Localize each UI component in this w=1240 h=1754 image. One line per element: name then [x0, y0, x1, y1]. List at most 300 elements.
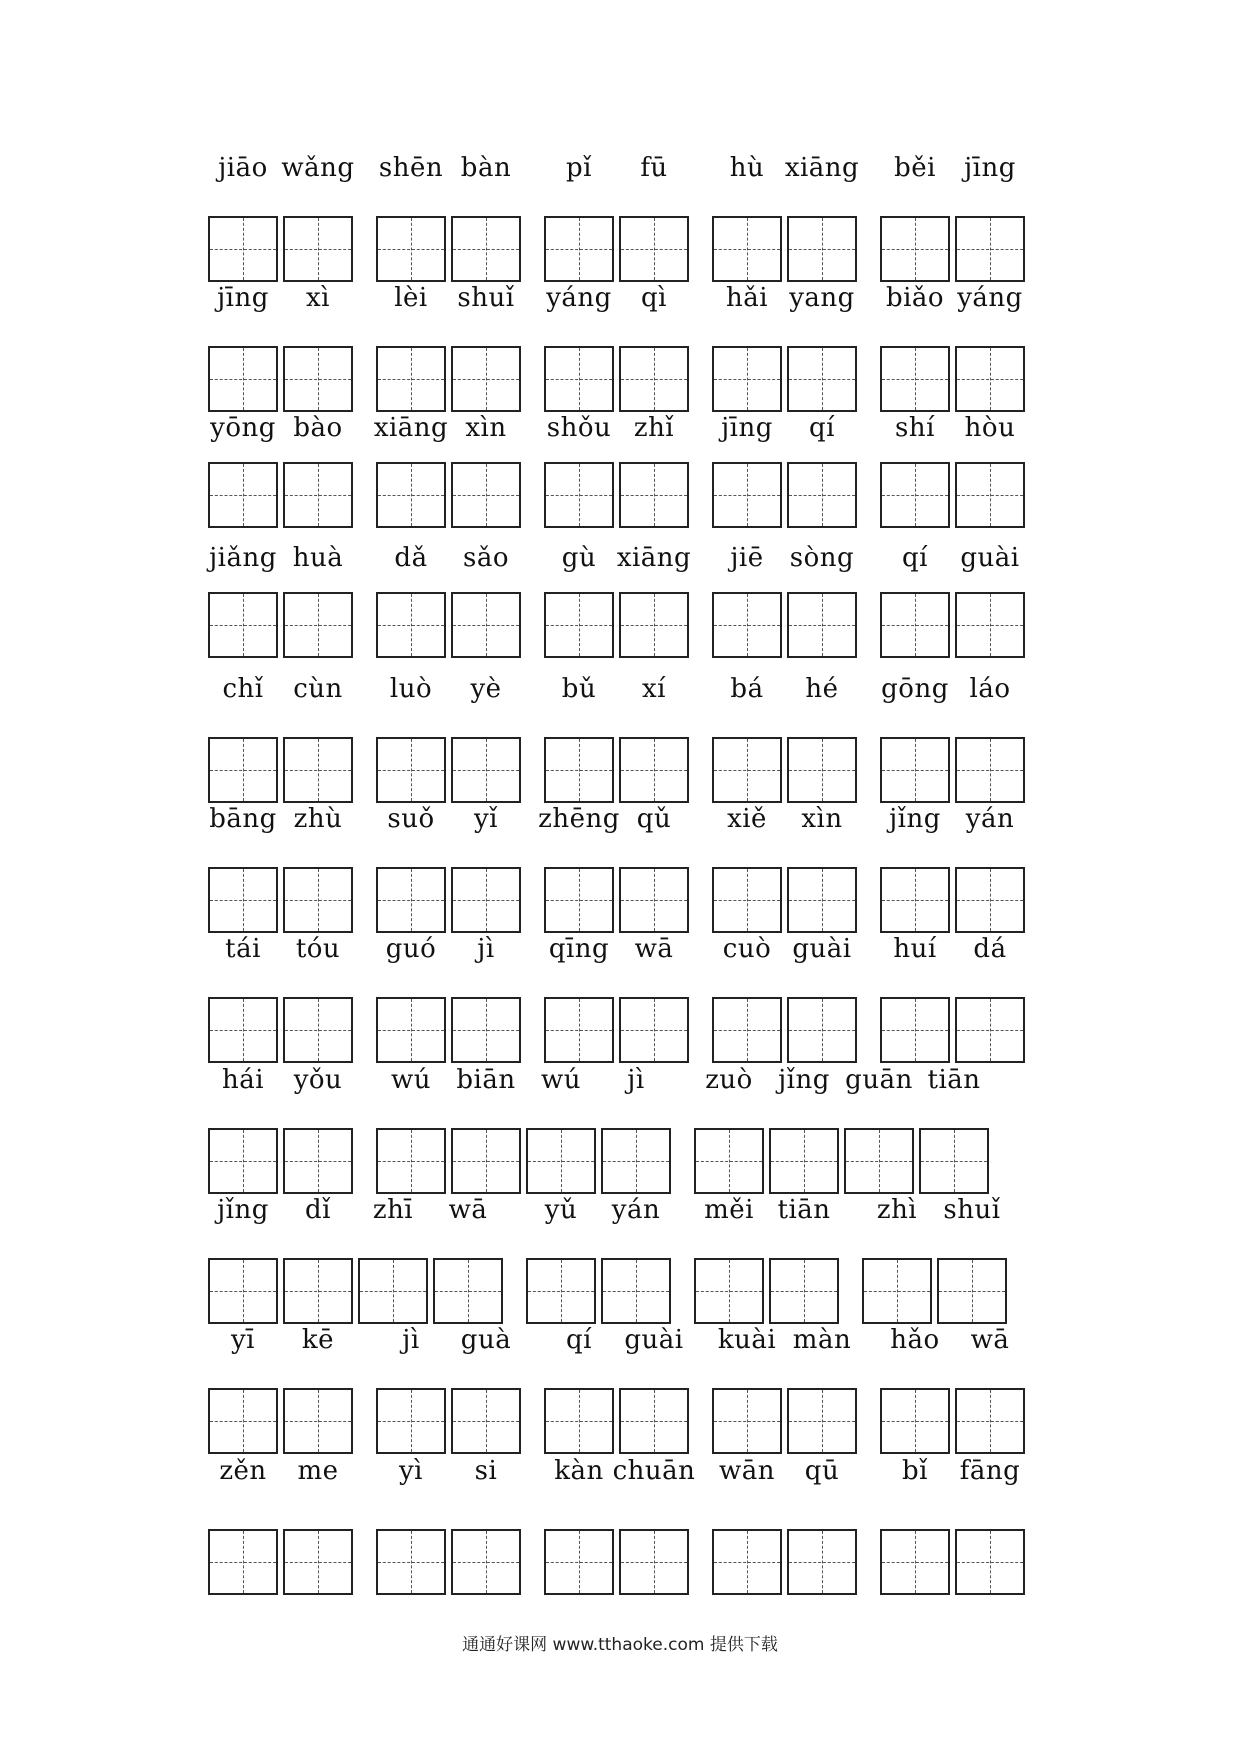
grid-guide-horizontal: [453, 1421, 519, 1422]
writing-grid-box[interactable]: [619, 216, 689, 282]
grid-guide-horizontal: [528, 1291, 594, 1292]
pinyin-label: qǔ: [636, 804, 672, 834]
pinyin-label: si: [474, 1456, 498, 1486]
grid-guide-horizontal: [285, 1030, 351, 1031]
writing-grid-box[interactable]: [283, 867, 353, 933]
writing-grid-box[interactable]: [787, 737, 857, 803]
pinyin-label: zhēng: [538, 804, 620, 834]
pinyin-label: qì: [641, 283, 667, 313]
writing-grid-box[interactable]: [283, 592, 353, 658]
grid-guide-horizontal: [789, 379, 855, 380]
writing-grid-box[interactable]: [283, 1128, 353, 1194]
pinyin-label: xiāng: [373, 413, 449, 443]
grid-guide-horizontal: [378, 1030, 444, 1031]
writing-grid-box[interactable]: [283, 1388, 353, 1454]
writing-grid-box[interactable]: [694, 1128, 764, 1194]
grid-guide-horizontal: [789, 249, 855, 250]
grid-guide-horizontal: [378, 379, 444, 380]
pinyin-label: xí: [642, 674, 666, 704]
writing-grid-box[interactable]: [283, 346, 353, 412]
writing-grid-box[interactable]: [787, 1388, 857, 1454]
grid-guide-horizontal: [378, 1562, 444, 1563]
grid-guide-horizontal: [714, 625, 780, 626]
pinyin-label: bàn: [460, 153, 512, 183]
pinyin-label: guài: [624, 1325, 684, 1355]
grid-guide-horizontal: [696, 1291, 762, 1292]
writing-grid-box[interactable]: [451, 1529, 521, 1595]
writing-grid-box[interactable]: [283, 1258, 353, 1324]
writing-grid-box[interactable]: [208, 1128, 278, 1194]
grid-guide-horizontal: [210, 1161, 276, 1162]
grid-guide-horizontal: [528, 1161, 594, 1162]
writing-grid-box[interactable]: [712, 1388, 782, 1454]
grid-guide-horizontal: [621, 1030, 687, 1031]
writing-grid-box[interactable]: [880, 997, 950, 1063]
writing-grid-box[interactable]: [601, 1258, 671, 1324]
writing-grid-box[interactable]: [769, 1258, 839, 1324]
writing-grid-box[interactable]: [619, 1529, 689, 1595]
grid-guide-horizontal: [882, 625, 948, 626]
grid-guide-horizontal: [285, 770, 351, 771]
pinyin-label: tóu: [295, 934, 341, 964]
writing-grid-box[interactable]: [919, 1128, 989, 1194]
grid-guide-horizontal: [210, 1562, 276, 1563]
writing-grid-box[interactable]: [787, 462, 857, 528]
pinyin-label: chuān: [612, 1456, 696, 1486]
writing-grid-box[interactable]: [787, 346, 857, 412]
writing-grid-box[interactable]: [376, 1529, 446, 1595]
writing-grid-box[interactable]: [544, 997, 614, 1063]
pinyin-label: qí: [809, 413, 835, 443]
grid-guide-horizontal: [957, 1421, 1023, 1422]
writing-grid-box[interactable]: [544, 1388, 614, 1454]
writing-grid-box[interactable]: [208, 997, 278, 1063]
writing-grid-box[interactable]: [712, 346, 782, 412]
pinyin-label: kuài: [717, 1325, 777, 1355]
writing-grid-box[interactable]: [451, 997, 521, 1063]
pinyin-label: kē: [301, 1325, 335, 1355]
writing-grid-box[interactable]: [451, 1128, 521, 1194]
pinyin-label: bāng: [209, 804, 277, 834]
writing-grid-box[interactable]: [619, 867, 689, 933]
pinyin-label: qí: [566, 1325, 592, 1355]
grid-guide-horizontal: [882, 900, 948, 901]
writing-grid-box[interactable]: [451, 737, 521, 803]
writing-grid-box[interactable]: [955, 346, 1025, 412]
pinyin-label: tiān: [777, 1195, 831, 1225]
pinyin-label: jǐng: [778, 1065, 830, 1095]
writing-grid-box[interactable]: [619, 346, 689, 412]
grid-guide-horizontal: [453, 900, 519, 901]
footer-credit: 通通好课网 www.tthaoke.com 提供下载: [462, 1635, 778, 1655]
writing-grid-box[interactable]: [208, 1529, 278, 1595]
pinyin-label: luò: [389, 674, 433, 704]
grid-guide-horizontal: [210, 770, 276, 771]
pinyin-label: qū: [804, 1456, 840, 1486]
pinyin-label: jīng: [721, 413, 773, 443]
pinyin-label: jì: [627, 1065, 645, 1095]
grid-guide-horizontal: [360, 1291, 426, 1292]
pinyin-label: cùn: [293, 674, 343, 704]
grid-guide-horizontal: [957, 495, 1023, 496]
pinyin-label: jì: [402, 1325, 420, 1355]
pinyin-label: zuò: [705, 1065, 753, 1095]
grid-guide-horizontal: [921, 1161, 987, 1162]
grid-guide-horizontal: [210, 495, 276, 496]
pinyin-label: jiāo: [218, 153, 268, 183]
grid-guide-horizontal: [546, 1421, 612, 1422]
pinyin-label: fū: [640, 153, 668, 183]
writing-grid-box[interactable]: [955, 1388, 1025, 1454]
pinyin-label: wú: [391, 1065, 431, 1095]
pinyin-label: xiāng: [616, 543, 692, 573]
grid-guide-horizontal: [714, 770, 780, 771]
grid-guide-horizontal: [210, 1291, 276, 1292]
grid-guide-horizontal: [285, 1291, 351, 1292]
pinyin-label: yán: [611, 1195, 661, 1225]
pinyin-label: zhǐ: [633, 413, 675, 443]
writing-grid-box[interactable]: [712, 216, 782, 282]
grid-guide-horizontal: [621, 1421, 687, 1422]
writing-grid-box[interactable]: [619, 592, 689, 658]
pinyin-label: zhù: [293, 804, 343, 834]
writing-grid-box[interactable]: [376, 346, 446, 412]
grid-guide-horizontal: [846, 1161, 912, 1162]
writing-grid-box[interactable]: [787, 997, 857, 1063]
writing-grid-box[interactable]: [880, 1388, 950, 1454]
writing-grid-box[interactable]: [358, 1258, 428, 1324]
writing-grid-box[interactable]: [376, 867, 446, 933]
pinyin-label: hé: [805, 674, 839, 704]
writing-grid-box[interactable]: [208, 1388, 278, 1454]
writing-grid-box[interactable]: [208, 737, 278, 803]
writing-grid-box[interactable]: [955, 997, 1025, 1063]
pinyin-label: jīng: [964, 153, 1016, 183]
writing-grid-box[interactable]: [451, 867, 521, 933]
writing-grid-box[interactable]: [862, 1258, 932, 1324]
pinyin-label: tiān: [927, 1065, 981, 1095]
pinyin-label: yáng: [957, 283, 1023, 313]
writing-grid-box[interactable]: [451, 216, 521, 282]
pinyin-label: xì: [306, 283, 330, 313]
pinyin-label: dǎ: [394, 543, 428, 573]
grid-guide-horizontal: [378, 900, 444, 901]
writing-grid-box[interactable]: [433, 1258, 503, 1324]
writing-grid-box[interactable]: [283, 737, 353, 803]
writing-grid-box[interactable]: [880, 1529, 950, 1595]
writing-grid-box[interactable]: [844, 1128, 914, 1194]
pinyin-label: yang: [789, 283, 855, 313]
pinyin-label: yán: [965, 804, 1015, 834]
grid-guide-horizontal: [546, 1030, 612, 1031]
writing-grid-box[interactable]: [955, 737, 1025, 803]
writing-grid-box[interactable]: [376, 1128, 446, 1194]
writing-grid-box[interactable]: [880, 346, 950, 412]
pinyin-label: cuò: [722, 934, 772, 964]
pinyin-label: bǔ: [561, 674, 597, 704]
pinyin-label: wā: [634, 934, 674, 964]
grid-guide-horizontal: [714, 495, 780, 496]
pinyin-label: wǎng: [281, 153, 355, 183]
grid-guide-horizontal: [210, 625, 276, 626]
grid-guide-horizontal: [285, 900, 351, 901]
grid-guide-horizontal: [882, 495, 948, 496]
writing-grid-box[interactable]: [208, 1258, 278, 1324]
writing-grid-box[interactable]: [544, 462, 614, 528]
pinyin-label: zhì: [876, 1195, 918, 1225]
writing-grid-box[interactable]: [544, 737, 614, 803]
pinyin-label: yè: [470, 674, 502, 704]
grid-guide-horizontal: [546, 770, 612, 771]
grid-guide-horizontal: [210, 249, 276, 250]
grid-guide-horizontal: [453, 1562, 519, 1563]
writing-grid-box[interactable]: [619, 737, 689, 803]
writing-grid-box[interactable]: [208, 592, 278, 658]
pinyin-label: jǐng: [889, 804, 941, 834]
grid-guide-horizontal: [789, 1030, 855, 1031]
pinyin-label: yì: [398, 1456, 424, 1486]
writing-grid-box[interactable]: [712, 867, 782, 933]
writing-grid-box[interactable]: [451, 346, 521, 412]
pinyin-label: wā: [448, 1195, 488, 1225]
pinyin-label: jǐng: [217, 1195, 269, 1225]
grid-guide-horizontal: [696, 1161, 762, 1162]
grid-guide-horizontal: [210, 1421, 276, 1422]
writing-grid-box[interactable]: [769, 1128, 839, 1194]
grid-guide-horizontal: [957, 249, 1023, 250]
grid-guide-horizontal: [789, 495, 855, 496]
pinyin-label: sòng: [789, 543, 855, 573]
grid-guide-horizontal: [453, 1030, 519, 1031]
writing-grid-box[interactable]: [283, 997, 353, 1063]
grid-guide-horizontal: [378, 770, 444, 771]
grid-guide-horizontal: [210, 900, 276, 901]
writing-grid-box[interactable]: [712, 737, 782, 803]
writing-grid-box[interactable]: [376, 462, 446, 528]
writing-grid-box[interactable]: [955, 1529, 1025, 1595]
writing-grid-box[interactable]: [544, 592, 614, 658]
grid-guide-horizontal: [285, 495, 351, 496]
pinyin-label: yǒu: [293, 1065, 343, 1095]
grid-guide-horizontal: [378, 1161, 444, 1162]
writing-grid-box[interactable]: [712, 997, 782, 1063]
grid-guide-horizontal: [882, 1562, 948, 1563]
grid-guide-horizontal: [789, 900, 855, 901]
writing-grid-box[interactable]: [208, 216, 278, 282]
pinyin-label: guān: [845, 1065, 913, 1095]
grid-guide-horizontal: [210, 379, 276, 380]
writing-grid-box[interactable]: [544, 1529, 614, 1595]
grid-guide-horizontal: [882, 249, 948, 250]
writing-grid-box[interactable]: [937, 1258, 1007, 1324]
writing-grid-box[interactable]: [451, 1388, 521, 1454]
writing-grid-box[interactable]: [208, 462, 278, 528]
pinyin-label: běi: [894, 153, 936, 183]
pinyin-label: biān: [456, 1065, 516, 1095]
grid-guide-horizontal: [789, 625, 855, 626]
grid-guide-horizontal: [882, 379, 948, 380]
grid-guide-horizontal: [789, 770, 855, 771]
grid-guide-horizontal: [546, 900, 612, 901]
pinyin-label: dǐ: [305, 1195, 331, 1225]
pinyin-label: xìn: [465, 413, 507, 443]
pinyin-label: shí: [895, 413, 935, 443]
pinyin-label: dá: [973, 934, 1007, 964]
writing-grid-box[interactable]: [208, 867, 278, 933]
grid-guide-horizontal: [621, 900, 687, 901]
writing-grid-box[interactable]: [601, 1128, 671, 1194]
writing-grid-box[interactable]: [376, 1388, 446, 1454]
pinyin-label: zěn: [219, 1456, 267, 1486]
pinyin-label: huí: [893, 934, 937, 964]
grid-guide-horizontal: [714, 1030, 780, 1031]
writing-grid-box[interactable]: [694, 1258, 764, 1324]
writing-grid-box[interactable]: [880, 592, 950, 658]
writing-grid-box[interactable]: [955, 867, 1025, 933]
writing-grid-box[interactable]: [283, 1529, 353, 1595]
writing-grid-box[interactable]: [544, 216, 614, 282]
writing-grid-box[interactable]: [619, 997, 689, 1063]
grid-guide-horizontal: [882, 1030, 948, 1031]
grid-guide-horizontal: [285, 1421, 351, 1422]
grid-guide-horizontal: [957, 770, 1023, 771]
writing-grid-box[interactable]: [208, 346, 278, 412]
writing-grid-box[interactable]: [544, 867, 614, 933]
writing-grid-box[interactable]: [955, 216, 1025, 282]
pinyin-label: xìn: [801, 804, 843, 834]
pinyin-label: hǎo: [890, 1325, 940, 1355]
grid-guide-horizontal: [957, 1562, 1023, 1563]
pinyin-label: màn: [792, 1325, 852, 1355]
pinyin-label: kàn: [554, 1456, 604, 1486]
grid-guide-horizontal: [957, 900, 1023, 901]
pinyin-label: pǐ: [566, 153, 592, 183]
pinyin-label: me: [297, 1456, 339, 1486]
pinyin-label: bào: [293, 413, 343, 443]
pinyin-label: shēn: [378, 153, 444, 183]
grid-guide-horizontal: [546, 249, 612, 250]
writing-grid-box[interactable]: [376, 997, 446, 1063]
grid-guide-horizontal: [789, 1562, 855, 1563]
pinyin-label: yī: [230, 1325, 256, 1355]
grid-guide-horizontal: [453, 1161, 519, 1162]
writing-grid-box[interactable]: [712, 462, 782, 528]
pinyin-label: hǎi: [725, 283, 769, 313]
grid-guide-horizontal: [864, 1291, 930, 1292]
writing-grid-box[interactable]: [526, 1258, 596, 1324]
writing-grid-box[interactable]: [787, 1529, 857, 1595]
grid-guide-horizontal: [453, 625, 519, 626]
writing-grid-box[interactable]: [955, 592, 1025, 658]
pinyin-label: jiǎng: [209, 543, 277, 573]
pinyin-label: biǎo: [885, 283, 945, 313]
pinyin-label: lèi: [394, 283, 428, 313]
pinyin-label: qí: [902, 543, 928, 573]
pinyin-label: shuǐ: [457, 283, 515, 313]
writing-grid-box[interactable]: [880, 737, 950, 803]
writing-grid-box[interactable]: [880, 867, 950, 933]
pinyin-label: jīng: [217, 283, 269, 313]
pinyin-label: yǔ: [544, 1195, 578, 1225]
grid-guide-horizontal: [546, 1562, 612, 1563]
grid-guide-horizontal: [714, 249, 780, 250]
grid-guide-horizontal: [882, 1421, 948, 1422]
writing-grid-box[interactable]: [955, 462, 1025, 528]
writing-grid-box[interactable]: [451, 462, 521, 528]
pinyin-label: xiāng: [784, 153, 860, 183]
writing-grid-box[interactable]: [712, 1529, 782, 1595]
pinyin-label: shǒu: [546, 413, 612, 443]
writing-grid-box[interactable]: [880, 462, 950, 528]
pinyin-label: wú: [541, 1065, 581, 1095]
pinyin-label: tái: [225, 934, 261, 964]
pinyin-label: yáng: [546, 283, 612, 313]
grid-guide-horizontal: [285, 379, 351, 380]
grid-guide-horizontal: [285, 249, 351, 250]
grid-guide-horizontal: [714, 900, 780, 901]
writing-grid-box[interactable]: [376, 592, 446, 658]
writing-grid-box[interactable]: [787, 592, 857, 658]
pinyin-label: gù: [561, 543, 597, 573]
writing-grid-box[interactable]: [880, 216, 950, 282]
pinyin-label: guó: [385, 934, 437, 964]
grid-guide-horizontal: [603, 1161, 669, 1162]
pinyin-label: xiě: [727, 804, 767, 834]
pinyin-label: yōng: [210, 413, 276, 443]
writing-grid-box[interactable]: [283, 462, 353, 528]
grid-guide-horizontal: [546, 625, 612, 626]
pinyin-label: měi: [704, 1195, 754, 1225]
grid-guide-horizontal: [546, 379, 612, 380]
writing-grid-box[interactable]: [787, 216, 857, 282]
pinyin-label: bǐ: [902, 1456, 928, 1486]
pinyin-label: sǎo: [463, 543, 509, 573]
writing-grid-box[interactable]: [787, 867, 857, 933]
grid-guide-horizontal: [882, 770, 948, 771]
writing-grid-box[interactable]: [544, 346, 614, 412]
pinyin-label: bá: [730, 674, 764, 704]
writing-grid-box[interactable]: [619, 1388, 689, 1454]
writing-grid-box[interactable]: [283, 216, 353, 282]
grid-guide-horizontal: [285, 1161, 351, 1162]
grid-guide-horizontal: [714, 1562, 780, 1563]
grid-guide-horizontal: [621, 495, 687, 496]
writing-grid-box[interactable]: [376, 216, 446, 282]
grid-guide-horizontal: [603, 1291, 669, 1292]
writing-grid-box[interactable]: [526, 1128, 596, 1194]
pinyin-label: láo: [969, 674, 1011, 704]
grid-guide-horizontal: [621, 625, 687, 626]
grid-guide-horizontal: [621, 249, 687, 250]
grid-guide-horizontal: [789, 1421, 855, 1422]
grid-guide-horizontal: [546, 495, 612, 496]
pinyin-label: suǒ: [387, 804, 435, 834]
pinyin-label: shuǐ: [943, 1195, 1001, 1225]
grid-guide-horizontal: [210, 1030, 276, 1031]
pinyin-label: chǐ: [222, 674, 264, 704]
writing-grid-box[interactable]: [619, 462, 689, 528]
grid-guide-horizontal: [435, 1291, 501, 1292]
grid-guide-horizontal: [957, 1030, 1023, 1031]
pinyin-label: guà: [460, 1325, 512, 1355]
grid-guide-horizontal: [453, 249, 519, 250]
grid-guide-horizontal: [453, 495, 519, 496]
writing-grid-box[interactable]: [712, 592, 782, 658]
grid-guide-horizontal: [957, 625, 1023, 626]
grid-guide-horizontal: [771, 1291, 837, 1292]
writing-grid-box[interactable]: [451, 592, 521, 658]
writing-grid-box[interactable]: [376, 737, 446, 803]
